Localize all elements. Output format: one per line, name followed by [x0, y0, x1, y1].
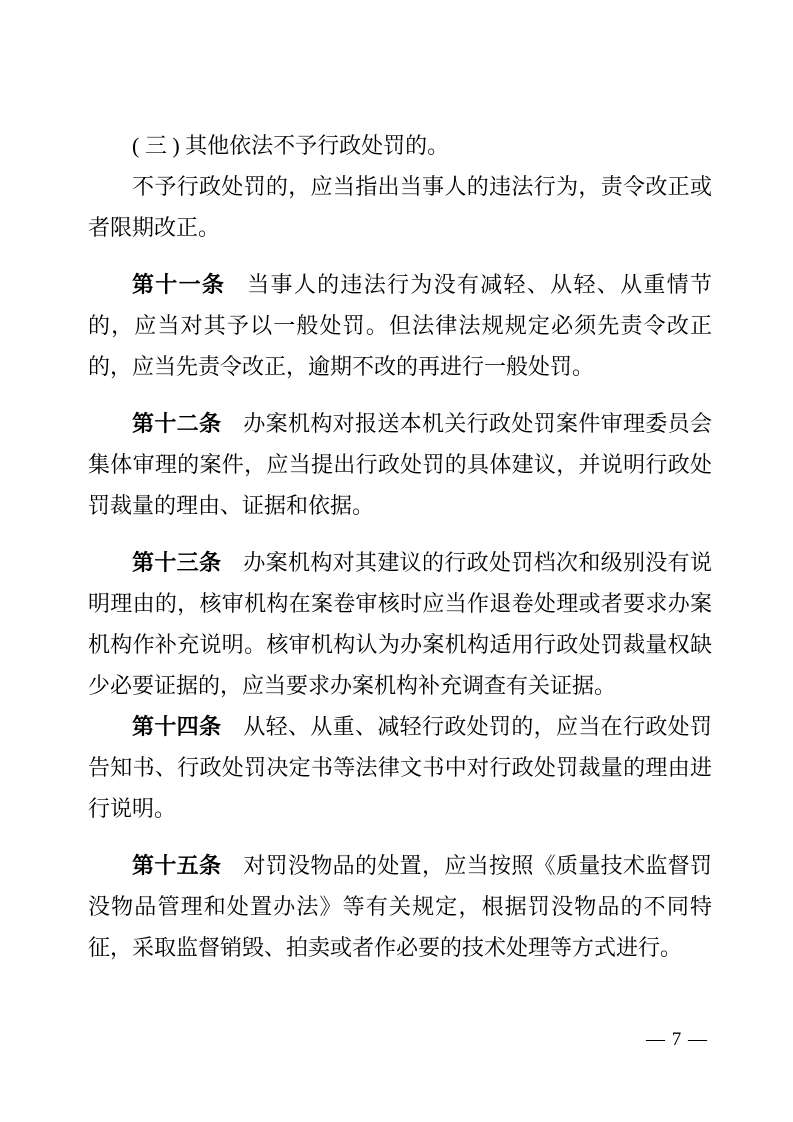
page-number: — 7 —	[646, 1029, 708, 1050]
paragraph-text: 办案机构对报送本机关行政处罚案件审理委员会集体审理的案件，应当提出行政处罚的具体建议，并说明行政处罚裁量的理由、证据和依据。	[88, 411, 712, 518]
article-14-number: 第十四条	[132, 714, 222, 739]
article-11-number: 第十一条	[132, 272, 226, 297]
article-12-number: 第十二条	[132, 411, 222, 436]
paragraph-article-14	[88, 706, 712, 829]
paragraph-article-15	[88, 845, 712, 968]
paragraph-text: 对罚没物品的处置，应当按照《质量技术监督罚没物品管理和处置办法》等有关规定，根据罚没物品的不同特征，采取监督销毁、拍卖或者作必要的技术处理等方式进行。	[88, 853, 712, 960]
paragraph-text: 当事人的违法行为没有减轻、从轻、从重情节的，应当对其予以一般处罚。但法律法规规定必须先责令改正的，应当先责令改正，逾期不改的再进行一般处罚。	[88, 272, 712, 379]
paragraph-text: 从轻、从重、减轻行政处罚的，应当在行政处罚告知书、行政处罚决定书等法律文书中对行政处罚裁量的理由进行说明。	[88, 714, 712, 821]
paragraph-article-12	[88, 403, 712, 526]
paragraph-text: 不予行政处罚的，应当指出当事人的违法行为，责令改正或者限期改正。	[88, 174, 712, 240]
paragraph-article-11	[88, 264, 712, 387]
paragraph-no-penalty	[88, 166, 712, 248]
paragraph-text: ( 三 ) 其他依法不予行政处罚的。	[132, 133, 450, 158]
document-body	[88, 125, 712, 968]
article-13-number: 第十三条	[132, 550, 222, 575]
paragraph-text: 办案机构对其建议的行政处罚档次和级别没有说明理由的，核审机构在案卷审核时应当作退卷处理或者要求办案机构作补充说明。核审机构认为办案机构适用行政处罚裁量权缺少必要证据的，应当要求办案机构补充调查有关证据。	[88, 550, 712, 698]
article-15-number: 第十五条	[132, 853, 222, 878]
paragraph-item-3	[88, 125, 712, 166]
paragraph-article-13	[88, 542, 712, 706]
